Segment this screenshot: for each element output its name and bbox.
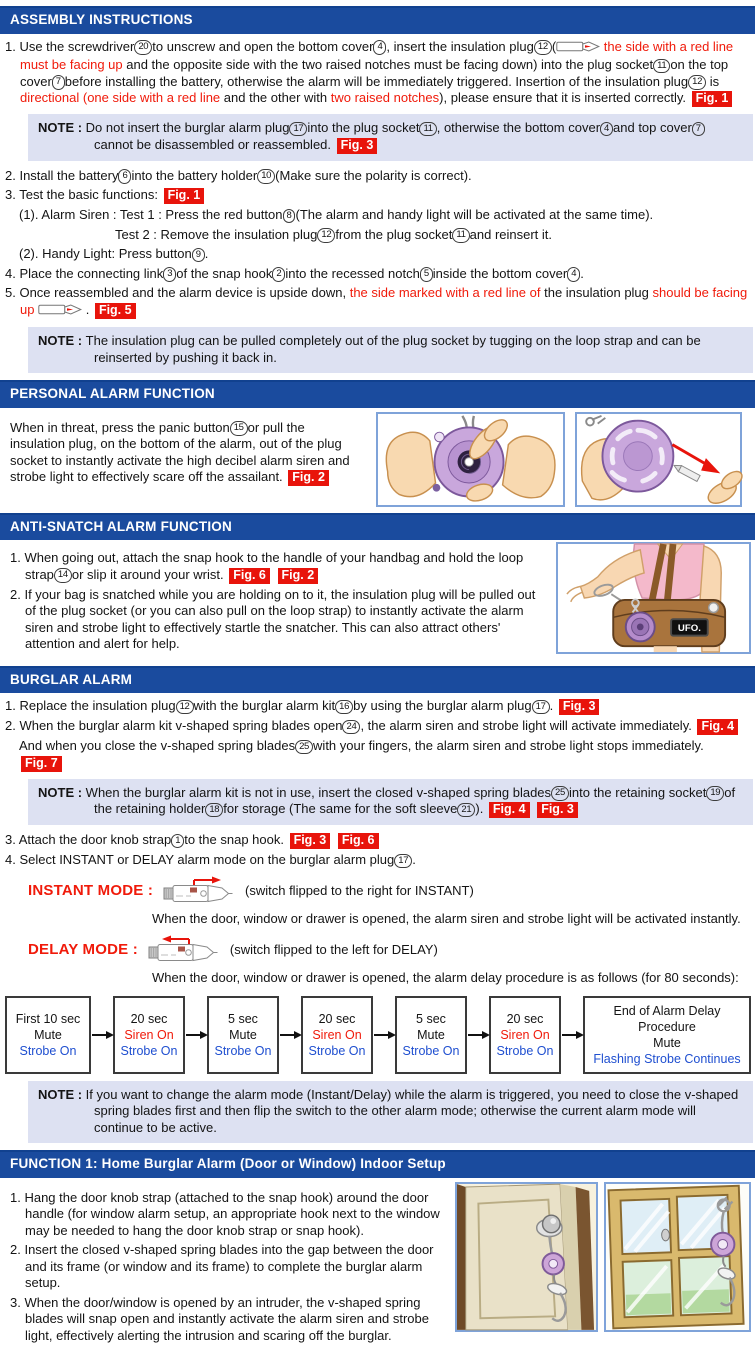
delay-sequence-box bbox=[489, 996, 561, 1074]
delay-sequence-text: Strobe On bbox=[212, 1043, 274, 1059]
circled-ref-number: 19 bbox=[706, 786, 724, 801]
anti-snatch-steps bbox=[10, 547, 542, 656]
window-setup-illustration bbox=[604, 1182, 751, 1332]
assembly-step: (2). Handy Light: Press button 9 . bbox=[19, 246, 751, 263]
assembly-step: Test 2 : Remove the insulation plug 12 from the plug socket 11 and reinsert it. bbox=[115, 227, 751, 244]
note-label: NOTE : bbox=[38, 785, 86, 800]
section-header-function1: FUNCTION 1: Home Burglar Alarm (Door or Window) Indoor Setup bbox=[0, 1150, 755, 1178]
circled-ref-number: 5 bbox=[420, 267, 433, 282]
circled-ref-number: 25 bbox=[295, 740, 313, 755]
assembly-step: 1. Use the screwdriver 20 to unscrew and open the bottom cover 4 , insert the insulation plug 12 ( the side with a red line must be facing up and the opposite side with the two raised notches must be facing down) into the plug socket 11 on the top cover 7 before installing the battery, otherwise the alarm will be immediately triggered. Insertion of the insulation plug 12 is directional (one side with a red line and the other with two raised notches), please ensure that it is inserted correctly. Fig. 1 bbox=[5, 39, 751, 108]
circled-ref-number: 4 bbox=[373, 40, 386, 55]
fig2-press-button-illustration bbox=[376, 412, 565, 507]
function1-illustrations bbox=[455, 1182, 751, 1332]
door-setup-illustration bbox=[455, 1182, 598, 1332]
function1-body bbox=[5, 1182, 751, 1351]
delay-sequence-text: 20 sec bbox=[306, 1011, 368, 1027]
burglar-step: 2. When the burglar alarm kit v-shaped spring blades open 24 , the alarm siren and strobe light will activate immediately. Fig. 4 bbox=[5, 718, 751, 735]
red-emphasis-text: the side marked with a red line of bbox=[350, 285, 541, 300]
figure-badge: Fig. 2 bbox=[288, 470, 329, 486]
figure-badge: Fig. 6 bbox=[338, 833, 379, 849]
delay-mode-description: When the door, window or drawer is opened, the alarm delay procedure is as follows (for 80 seconds): bbox=[152, 970, 755, 987]
delay-sequence-text: Mute bbox=[588, 1035, 746, 1051]
circled-ref-number: 20 bbox=[134, 40, 152, 55]
note-box bbox=[28, 327, 753, 373]
figure-badge: Fig. 3 bbox=[537, 802, 578, 818]
instant-mode-label: INSTANT MODE : bbox=[28, 883, 153, 900]
circled-ref-number: 7 bbox=[692, 122, 705, 137]
flow-arrow-icon bbox=[562, 1034, 582, 1036]
note-text: NOTE : If you want to change the alarm mode (Instant/Delay) while the alarm is triggered, you need to close the v-shaped spring blades first and then flip the switch to the other alarm mode; otherwise the current alarm mode will continue to be active. bbox=[38, 1087, 743, 1137]
delay-sequence-box bbox=[5, 996, 91, 1074]
section-header-personal-alarm: PERSONAL ALARM FUNCTION bbox=[0, 380, 755, 408]
assembly-step: 5. Once reassembled and the alarm device is upside down, the side marked with a red line of the insulation plug should be facing up . Fig. 5 bbox=[5, 285, 751, 320]
insulation-plug-icon bbox=[556, 40, 600, 58]
circled-ref-number: 6 bbox=[118, 169, 131, 184]
instant-mode-description: When the door, window or drawer is opened, the alarm siren and strobe light will be activated instantly. bbox=[152, 911, 755, 928]
red-emphasis-text: should be facing up bbox=[20, 285, 747, 317]
personal-alarm-paragraph bbox=[10, 417, 362, 490]
delay-sequence-text: Mute bbox=[212, 1027, 274, 1043]
circled-ref-number: 8 bbox=[283, 209, 296, 224]
bag-brand-label: UFO. bbox=[677, 623, 700, 634]
delay-flowchart bbox=[5, 996, 751, 1074]
figure-badge: Fig. 3 bbox=[337, 138, 378, 154]
circled-ref-number: 14 bbox=[54, 568, 72, 583]
figure-badge: Fig. 5 bbox=[95, 303, 136, 319]
circled-ref-number: 7 bbox=[52, 75, 65, 90]
note-text: NOTE : Do not insert the burglar alarm plug 17 into the plug socket 11 , otherwise the bottom cover 4 and top cover 7 cannot be disassembled or reassembled. Fig. 3 bbox=[38, 120, 743, 154]
burglar-step: 3. Attach the door knob strap 1 to the snap hook. Fig. 3 Fig. 6 bbox=[5, 832, 751, 849]
circled-ref-number: 9 bbox=[192, 248, 205, 263]
red-emphasis-text: two raised notches bbox=[331, 90, 439, 105]
circled-ref-number: 25 bbox=[551, 786, 569, 801]
delay-sequence-text: Mute bbox=[400, 1027, 462, 1043]
delay-mode-row bbox=[28, 932, 755, 969]
note-box bbox=[28, 114, 753, 161]
personal-alarm-body bbox=[5, 412, 751, 507]
circled-ref-number: 11 bbox=[653, 59, 670, 74]
section-header-assembly: ASSEMBLY INSTRUCTIONS bbox=[0, 6, 755, 34]
figure-badge: Fig. 1 bbox=[692, 91, 733, 107]
flow-arrow-icon bbox=[186, 1034, 206, 1036]
flow-arrow-icon bbox=[92, 1034, 112, 1036]
section-header-anti-snatch: ANTI-SNATCH ALARM FUNCTION bbox=[0, 513, 755, 541]
figure-badge: Fig. 3 bbox=[559, 699, 600, 715]
circled-ref-number: 15 bbox=[230, 421, 248, 436]
note-text: NOTE : When the burglar alarm kit is not in use, insert the closed v-shaped spring blades 25 into the retaining socket 19 of the retaining holder 18 for storage (The same for the soft sleeve 21 ). Fig. 4 Fig. 3 bbox=[38, 785, 743, 819]
flow-arrow-icon bbox=[468, 1034, 488, 1036]
insulation-plug-icon bbox=[38, 303, 82, 321]
note-label: NOTE : bbox=[38, 1087, 86, 1102]
delay-sequence-text: End of Alarm Delay Procedure bbox=[588, 1003, 746, 1035]
red-emphasis-text: directional (one side with a red line bbox=[20, 90, 220, 105]
delay-sequence-text: First 10 sec bbox=[10, 1011, 86, 1027]
circled-ref-number: 18 bbox=[205, 803, 223, 818]
burglar-step: 1. Replace the insulation plug 12 with the burglar alarm kit 16 by using the burglar alarm plug 17 . Fig. 3 bbox=[5, 698, 751, 715]
note-box bbox=[28, 1081, 753, 1144]
function1-step: 3. When the door/window is opened by an intruder, the v-shaped spring blades will snap open and instantly activate the alarm siren and strobe light, effectively alerting the intrusion and scaring off the burglar. bbox=[10, 1295, 443, 1345]
delay-sequence-text: Flashing Strobe Continues bbox=[588, 1051, 746, 1067]
fig2-pull-plug-illustration bbox=[575, 412, 742, 507]
circled-ref-number: 11 bbox=[452, 228, 469, 243]
note-box bbox=[28, 779, 753, 826]
burglar-step: 4. Select INSTANT or DELAY alarm mode on the burglar alarm plug 17 . bbox=[5, 852, 751, 869]
delay-sequence-box bbox=[113, 996, 185, 1074]
burglar-steps-3-4 bbox=[5, 832, 751, 869]
circled-ref-number: 11 bbox=[419, 122, 436, 137]
circled-ref-number: 21 bbox=[457, 803, 475, 818]
assembly-steps bbox=[5, 168, 751, 321]
anti-snatch-step: 2. If your bag is snatched while you are holding on to it, the insulation plug will be pulled out of the plug socket (or you can also pull on the loop strap) to instantly activate the alarm siren and strobe light to effectively startle the snatcher. This can also attract others' attention and alert for help. bbox=[10, 587, 542, 653]
instant-mode-row bbox=[28, 873, 755, 910]
delay-mode-plug-icon bbox=[148, 932, 220, 969]
delay-sequence-text: 5 sec bbox=[400, 1011, 462, 1027]
paragraph-line: When in threat, press the panic button 15 or pull the insulation plug, on the bottom of the alarm, out of the plug socket to instantly activate the high decibel alarm siren and strobe light to effectively scare off the assailant. Fig. 2 bbox=[10, 420, 362, 487]
delay-sequence-text: Siren On bbox=[494, 1027, 556, 1043]
figure-badge: Fig. 7 bbox=[21, 756, 62, 772]
delay-sequence-box bbox=[395, 996, 467, 1074]
function1-steps bbox=[10, 1187, 443, 1348]
delay-sequence-text: Strobe On bbox=[118, 1043, 180, 1059]
circled-ref-number: 4 bbox=[567, 267, 580, 282]
delay-mode-label: DELAY MODE : bbox=[28, 942, 138, 959]
circled-ref-number: 1 bbox=[171, 834, 184, 849]
circled-ref-number: 12 bbox=[688, 75, 706, 90]
circled-ref-number: 3 bbox=[163, 267, 176, 282]
assembly-step: 4. Place the connecting link 3 of the snap hook 2 into the recessed notch 5 inside the bottom cover 4 . bbox=[5, 266, 751, 283]
delay-sequence-text: 5 sec bbox=[212, 1011, 274, 1027]
delay-sequence-text: Strobe On bbox=[494, 1043, 556, 1059]
delay-sequence-text: Siren On bbox=[118, 1027, 180, 1043]
note-label: NOTE : bbox=[38, 120, 86, 135]
section-header-burglar-alarm: BURGLAR ALARM bbox=[0, 666, 755, 694]
circled-ref-number: 24 bbox=[342, 720, 360, 735]
delay-sequence-text: Mute bbox=[10, 1027, 86, 1043]
delay-sequence-text: 20 sec bbox=[118, 1011, 180, 1027]
assembly-step: 2. Install the battery 6 into the battery holder 10 (Make sure the polarity is correct). bbox=[5, 168, 751, 185]
anti-snatch-body bbox=[5, 542, 751, 660]
delay-sequence-text: Strobe On bbox=[306, 1043, 368, 1059]
figure-badge: Fig. 2 bbox=[278, 568, 319, 584]
assembly-step: 3. Test the basic functions: Fig. 1 bbox=[5, 187, 751, 204]
flow-arrow-icon bbox=[280, 1034, 300, 1036]
delay-sequence-text: 20 sec bbox=[494, 1011, 556, 1027]
delay-sequence-box bbox=[583, 996, 751, 1074]
function1-step: 2. Insert the closed v-shaped spring blades into the gap between the door and its frame (or window and its frame) to complete the burglar alarm setup. bbox=[10, 1242, 443, 1292]
delay-mode-caption: (switch flipped to the left for DELAY) bbox=[230, 942, 438, 959]
instant-mode-plug-icon bbox=[163, 873, 235, 910]
note-text: NOTE : The insulation plug can be pulled completely out of the plug socket by tugging on the loop strap and can be reinserted by pushing it back in. bbox=[38, 333, 743, 366]
circled-ref-number: 12 bbox=[534, 40, 552, 55]
manual-page bbox=[0, 6, 755, 1177]
note-label: NOTE : bbox=[38, 333, 86, 348]
circled-ref-number: 17 bbox=[532, 700, 550, 715]
flow-arrow-icon bbox=[374, 1034, 394, 1036]
burglar-steps-1-2 bbox=[5, 698, 751, 772]
circled-ref-number: 12 bbox=[317, 228, 335, 243]
figure-badge: Fig. 4 bbox=[697, 719, 738, 735]
anti-snatch-step: 1. When going out, attach the snap hook to the handle of your handbag and hold the loop strap 14 or slip it around your wrist. Fig. 6 Fig. 2 bbox=[10, 550, 542, 584]
figure-badge: Fig. 1 bbox=[164, 188, 205, 204]
red-emphasis-text: the side with a red line must be facing up bbox=[20, 39, 733, 73]
circled-ref-number: 12 bbox=[176, 700, 194, 715]
circled-ref-number: 17 bbox=[289, 122, 307, 137]
circled-ref-number: 2 bbox=[272, 267, 285, 282]
function1-step: 1. Hang the door knob strap (attached to the snap hook) around the door handle (for window alarm setup, an appropriate hook next to the window may be needed to hang the door knob strap or snap hook). bbox=[10, 1190, 443, 1240]
circled-ref-number: 17 bbox=[394, 854, 412, 869]
delay-sequence-box bbox=[301, 996, 373, 1074]
figure-badge: Fig. 6 bbox=[229, 568, 270, 584]
instant-mode-caption: (switch flipped to the right for INSTANT) bbox=[245, 883, 474, 900]
delay-sequence-text: Siren On bbox=[306, 1027, 368, 1043]
figure-badge: Fig. 4 bbox=[489, 802, 530, 818]
delay-sequence-box bbox=[207, 996, 279, 1074]
delay-sequence-text: Strobe On bbox=[10, 1043, 86, 1059]
circled-ref-number: 4 bbox=[600, 122, 613, 137]
circled-ref-number: 16 bbox=[335, 700, 353, 715]
assembly-step1 bbox=[5, 39, 751, 108]
delay-sequence-text: Strobe On bbox=[400, 1043, 462, 1059]
burglar-step: And when you close the v-shaped spring blades 25 with your fingers, the alarm siren and strobe light stops immediately. Fig. 7 bbox=[19, 738, 751, 772]
anti-snatch-handbag-illustration bbox=[556, 542, 751, 654]
circled-ref-number: 10 bbox=[257, 169, 275, 184]
figure-badge: Fig. 3 bbox=[290, 833, 331, 849]
assembly-step: (1). Alarm Siren : Test 1 : Press the red button 8 (The alarm and handy light will be activated at the same time). bbox=[19, 207, 751, 224]
